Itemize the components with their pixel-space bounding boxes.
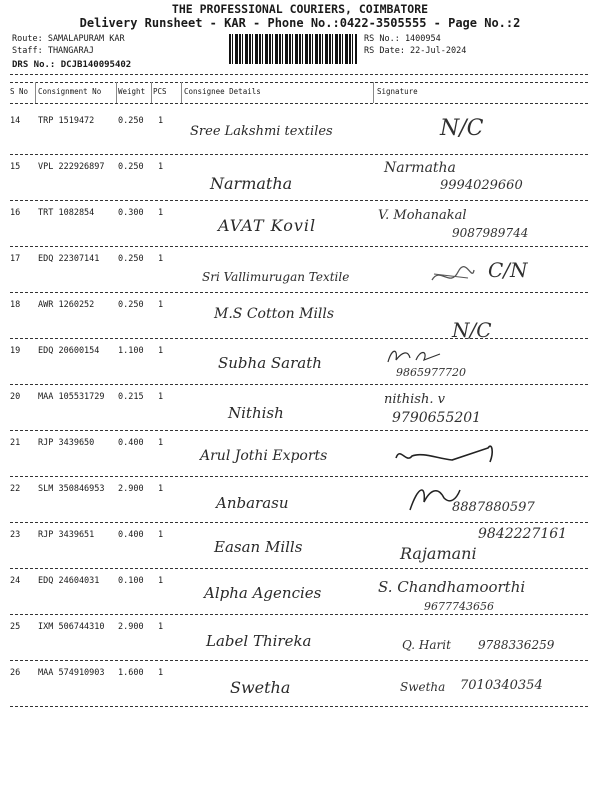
- consignee-handwriting: M.S Cotton Mills: [214, 306, 335, 322]
- row-consignment: AWR 1260252: [38, 300, 95, 310]
- consignee-handwriting: Swetha: [230, 678, 291, 697]
- route-label: Route: SAMALAPURAM KAR: [12, 34, 125, 44]
- row-divider: [10, 706, 588, 707]
- divider: [10, 103, 588, 104]
- table-row: [0, 252, 600, 292]
- signature-scribble: [392, 438, 502, 472]
- signature-phone: 9842227161: [478, 526, 568, 542]
- row-sno: 16: [10, 208, 21, 218]
- table-row: [0, 114, 600, 154]
- row-sno: 26: [10, 668, 21, 678]
- row-divider: [10, 476, 588, 477]
- rs-date: RS Date: 22-Jul-2024: [364, 46, 467, 56]
- barcode: [229, 34, 357, 64]
- signature-handwriting: Narmatha: [384, 160, 456, 176]
- row-weight: 2.900: [118, 622, 144, 632]
- row-pcs: 1: [158, 392, 164, 402]
- row-pcs: 1: [158, 530, 164, 540]
- row-consignment: RJP 3439651: [38, 530, 95, 540]
- row-weight: 0.250: [118, 162, 144, 172]
- signature-scribble: [384, 346, 444, 366]
- row-consignment: EDQ 22307141: [38, 254, 100, 264]
- table-row: [0, 436, 600, 476]
- row-sno: 20: [10, 392, 21, 402]
- table-row: [0, 620, 600, 660]
- signature-handwriting: Rajamani: [400, 544, 477, 563]
- row-pcs: 1: [158, 300, 164, 310]
- column-header-pcs: PCS: [153, 87, 167, 96]
- row-pcs: 1: [158, 162, 164, 172]
- column-separator: [35, 82, 36, 103]
- signature-handwriting: Swetha: [400, 680, 446, 694]
- column-header-consignee: Consignee Details: [184, 87, 261, 96]
- signature-phone: 9087989744: [452, 226, 529, 240]
- consignee-handwriting: Alpha Agencies: [204, 584, 322, 602]
- row-pcs: 1: [158, 668, 164, 678]
- row-sno: 24: [10, 576, 21, 586]
- row-consignment: EDQ 20600154: [38, 346, 100, 356]
- consignee-handwriting: Label Thireka: [206, 632, 312, 650]
- column-header-weight: Weight: [118, 87, 146, 96]
- consignee-handwriting: Sri Vallimurugan Textile: [202, 270, 350, 284]
- consignee-handwriting: Nithish: [228, 404, 284, 422]
- divider: [10, 74, 588, 75]
- row-weight: 0.250: [118, 116, 144, 126]
- staff-label: Staff: THANGARAJ: [12, 46, 94, 56]
- row-weight: 0.250: [118, 300, 144, 310]
- table-row: [0, 160, 600, 200]
- row-pcs: 1: [158, 438, 164, 448]
- row-pcs: 1: [158, 208, 164, 218]
- row-divider: [10, 292, 588, 293]
- row-pcs: 1: [158, 116, 164, 126]
- column-separator: [151, 82, 152, 103]
- signature-phone: 7010340354: [460, 678, 543, 693]
- row-consignment: TRT 1082854: [38, 208, 95, 218]
- column-header-signature: Signature: [377, 87, 418, 96]
- signature-phone: 9677743656: [424, 600, 494, 613]
- row-divider: [10, 246, 588, 247]
- runsheet-title: Delivery Runsheet - KAR - Phone No.:0422-3505555 - Page No.:2: [79, 16, 521, 30]
- column-header-sno: S No: [10, 87, 29, 96]
- row-consignment: IXM 506744310: [38, 622, 105, 632]
- row-consignment: SLM 350846953: [38, 484, 105, 494]
- column-header-consignment: Consignment No: [38, 87, 102, 96]
- row-divider: [10, 338, 588, 339]
- row-divider: [10, 154, 588, 155]
- row-weight: 0.300: [118, 208, 144, 218]
- row-sno: 23: [10, 530, 21, 540]
- table-row: [0, 298, 600, 342]
- consignee-handwriting: Sree Lakshmi textiles: [190, 124, 333, 139]
- drs-number: DRS No.: DCJB140095402: [12, 60, 132, 70]
- scribble-mark: [428, 262, 478, 288]
- row-pcs: 1: [158, 484, 164, 494]
- signature-handwriting: nithish. v: [384, 392, 445, 407]
- table-row: [0, 482, 600, 522]
- row-weight: 0.100: [118, 576, 144, 586]
- signature-phone: 9865977720: [396, 366, 466, 379]
- signature-handwriting: N/C: [452, 318, 492, 342]
- row-consignment: RJP 3439650: [38, 438, 95, 448]
- row-divider: [10, 200, 588, 201]
- row-sno: 21: [10, 438, 21, 448]
- row-sno: 15: [10, 162, 21, 172]
- column-separator: [373, 82, 374, 103]
- row-sno: 14: [10, 116, 21, 126]
- consignee-handwriting: AVAT Kovil: [218, 216, 317, 235]
- row-weight: 0.400: [118, 530, 144, 540]
- signature-handwriting: V. Mohanakal: [378, 208, 467, 223]
- row-weight: 2.900: [118, 484, 144, 494]
- table-row: [0, 574, 600, 614]
- row-consignment: TRP 1519472: [38, 116, 95, 126]
- company-title: THE PROFESSIONAL COURIERS, COIMBATORE: [171, 2, 429, 16]
- row-sno: 22: [10, 484, 21, 494]
- row-consignment: MAA 574910903: [38, 668, 105, 678]
- signature-phone: 9994029660: [440, 178, 523, 193]
- consignee-handwriting: Anbarasu: [216, 494, 289, 512]
- row-divider: [10, 384, 588, 385]
- row-sno: 25: [10, 622, 21, 632]
- signature-handwriting: S. Chandhamoorthi: [378, 578, 526, 596]
- row-divider: [10, 614, 588, 615]
- signature-handwriting: Q. Harit: [402, 638, 451, 652]
- row-divider: [10, 568, 588, 569]
- table-row: [0, 528, 600, 568]
- consignee-handwriting: Narmatha: [210, 174, 293, 193]
- row-weight: 0.400: [118, 438, 144, 448]
- row-pcs: 1: [158, 254, 164, 264]
- row-consignment: VPL 222926897: [38, 162, 105, 172]
- row-pcs: 1: [158, 622, 164, 632]
- row-divider: [10, 430, 588, 431]
- row-divider: [10, 522, 588, 523]
- signature-phone: 9788336259: [478, 638, 555, 652]
- column-separator: [181, 82, 182, 103]
- row-sno: 19: [10, 346, 21, 356]
- signature-handwriting: N/C: [440, 116, 484, 141]
- row-sno: 17: [10, 254, 21, 264]
- row-consignment: EDQ 24604031: [38, 576, 100, 586]
- table-row: [0, 344, 600, 384]
- row-sno: 18: [10, 300, 21, 310]
- divider: [10, 82, 588, 83]
- rs-number: RS No.: 1400954: [364, 34, 441, 44]
- consignee-handwriting: Easan Mills: [214, 538, 303, 556]
- row-weight: 0.250: [118, 254, 144, 264]
- signature-handwriting: C/N: [488, 258, 528, 282]
- consignee-handwriting: Arul Jothi Exports: [200, 448, 328, 464]
- row-weight: 0.215: [118, 392, 144, 402]
- row-consignment: MAA 105531729: [38, 392, 105, 402]
- row-weight: 1.100: [118, 346, 144, 356]
- table-row: [0, 390, 600, 430]
- row-weight: 1.600: [118, 668, 144, 678]
- signature-phone: 8887880597: [452, 500, 535, 515]
- table-row: [0, 666, 600, 706]
- row-pcs: 1: [158, 346, 164, 356]
- row-divider: [10, 660, 588, 661]
- row-pcs: 1: [158, 576, 164, 586]
- column-separator: [116, 82, 117, 103]
- signature-phone: 9790655201: [392, 410, 482, 426]
- consignee-handwriting: Subha Sarath: [218, 354, 322, 372]
- table-row: [0, 206, 600, 246]
